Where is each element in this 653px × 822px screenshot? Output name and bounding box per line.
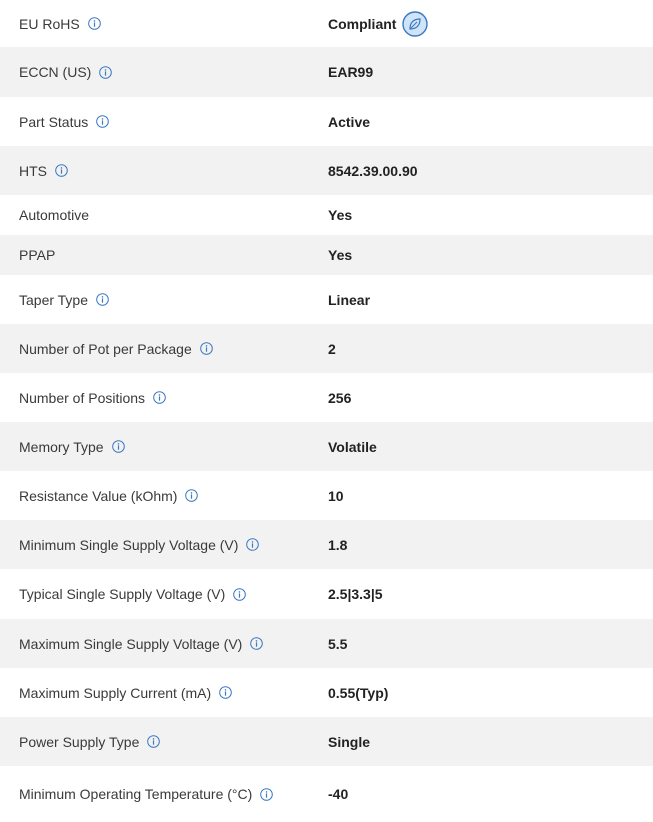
- spec-label: Maximum Supply Current (mA): [19, 684, 212, 701]
- spec-label-cell: [19, 207, 328, 223]
- info-icon[interactable]: [147, 735, 160, 748]
- spec-row-maximum-supply-current-ma: [0, 668, 653, 717]
- spec-row-hts: [0, 146, 653, 195]
- spec-label-cell: [19, 636, 328, 652]
- spec-value: Yes: [328, 207, 353, 223]
- spec-value-cell: [328, 586, 383, 602]
- spec-value: 1.8: [328, 536, 348, 553]
- spec-row-power-supply-type: [0, 717, 653, 766]
- spec-value-cell: [328, 64, 373, 80]
- spec-label: Resistance Value (kOhm): [19, 487, 178, 504]
- spec-value-cell: [328, 11, 428, 37]
- spec-value-cell: [328, 390, 351, 406]
- info-icon[interactable]: [96, 293, 109, 306]
- spec-value: 256: [328, 389, 352, 406]
- spec-value: Single: [328, 733, 371, 750]
- spec-label-cell: [19, 341, 328, 357]
- spec-label: ECCN (US): [19, 64, 92, 80]
- spec-value: 2.5|3.3|5: [328, 586, 383, 602]
- spec-label-cell: [19, 685, 328, 701]
- info-icon[interactable]: [55, 164, 68, 177]
- spec-row-memory-type: [0, 422, 653, 471]
- spec-value-cell: [328, 247, 352, 263]
- spec-value-cell: [328, 341, 336, 357]
- spec-label-cell: [19, 390, 328, 406]
- info-icon[interactable]: [219, 686, 232, 699]
- spec-label: Maximum Single Supply Voltage (V): [19, 635, 243, 652]
- info-icon[interactable]: [250, 637, 263, 650]
- spec-value: Active: [328, 113, 371, 130]
- spec-label: Minimum Single Supply Voltage (V): [19, 536, 239, 553]
- spec-label-cell: [19, 64, 328, 80]
- spec-value-cell: [328, 537, 347, 553]
- leaf-icon: [402, 11, 428, 37]
- spec-label: Power Supply Type: [19, 733, 140, 750]
- spec-label: Automotive: [19, 207, 90, 223]
- spec-row-minimum-single-supply-voltage-v: [0, 520, 653, 569]
- spec-value: EAR99: [328, 64, 374, 80]
- spec-value: Volatile: [328, 438, 377, 455]
- spec-value-cell: [328, 292, 370, 308]
- spec-label-cell: [19, 734, 328, 750]
- spec-value: Yes: [328, 247, 353, 263]
- spec-row-eccn-us: [0, 47, 653, 97]
- spec-label-cell: [19, 586, 328, 602]
- spec-row-number-of-positions: [0, 373, 653, 422]
- spec-row-typical-single-supply-voltage-v: [0, 569, 653, 619]
- spec-row-number-of-pot-per-package: [0, 324, 653, 373]
- spec-value: Compliant: [328, 15, 397, 32]
- spec-value: Linear: [328, 291, 371, 308]
- info-icon[interactable]: [96, 115, 109, 128]
- info-icon[interactable]: [99, 66, 112, 79]
- spec-label: HTS: [19, 162, 47, 179]
- info-icon[interactable]: [185, 489, 198, 502]
- spec-label-cell: [19, 114, 328, 130]
- spec-label-cell: [19, 163, 328, 179]
- info-icon[interactable]: [200, 342, 213, 355]
- spec-value: 0.55(Typ): [328, 684, 389, 701]
- spec-row-ppap: [0, 235, 653, 275]
- spec-value-cell: [328, 207, 352, 223]
- spec-label-cell: [19, 292, 328, 308]
- spec-row-minimum-operating-temperature-c: [0, 766, 653, 822]
- spec-label: EU RoHS: [19, 15, 80, 32]
- spec-label: Typical Single Supply Voltage (V): [19, 586, 226, 602]
- info-icon[interactable]: [88, 17, 101, 30]
- spec-label: PPAP: [19, 247, 56, 263]
- spec-label: Number of Pot per Package: [19, 340, 192, 357]
- spec-label-cell: [19, 439, 328, 455]
- spec-value: 8542.39.00.90: [328, 162, 418, 179]
- spec-value-cell: [328, 636, 347, 652]
- spec-value-cell: [328, 685, 388, 701]
- spec-label: Part Status: [19, 113, 89, 130]
- spec-label: Minimum Operating Temperature (°C): [19, 786, 253, 802]
- spec-label: Taper Type: [19, 291, 89, 308]
- spec-row-eu-rohs: [0, 0, 653, 47]
- info-icon[interactable]: [233, 588, 246, 601]
- spec-value-cell: [328, 163, 418, 179]
- info-icon[interactable]: [260, 788, 273, 801]
- spec-row-taper-type: [0, 275, 653, 324]
- info-icon[interactable]: [246, 538, 259, 551]
- spec-value-cell: [328, 734, 370, 750]
- spec-label-cell: [19, 16, 328, 32]
- spec-label-cell: [19, 488, 328, 504]
- spec-row-part-status: [0, 97, 653, 146]
- spec-value-cell: [328, 114, 370, 130]
- spec-row-maximum-single-supply-voltage-v: [0, 619, 653, 668]
- spec-value: 10: [328, 487, 344, 504]
- spec-value-cell: [328, 786, 348, 802]
- spec-value: 2: [328, 340, 336, 357]
- info-icon[interactable]: [112, 440, 125, 453]
- info-icon[interactable]: [153, 391, 166, 404]
- spec-value-cell: [328, 488, 344, 504]
- spec-label-cell: [19, 537, 328, 553]
- spec-row-resistance-value-kohm: [0, 471, 653, 520]
- spec-value-cell: [328, 439, 377, 455]
- spec-label-cell: [19, 247, 328, 263]
- spec-value: 5.5: [328, 635, 348, 652]
- spec-value: -40: [328, 786, 349, 802]
- spec-label: Number of Positions: [19, 389, 146, 406]
- spec-label-cell: [19, 786, 328, 802]
- spec-label: Memory Type: [19, 438, 104, 455]
- spec-row-automotive: [0, 195, 653, 235]
